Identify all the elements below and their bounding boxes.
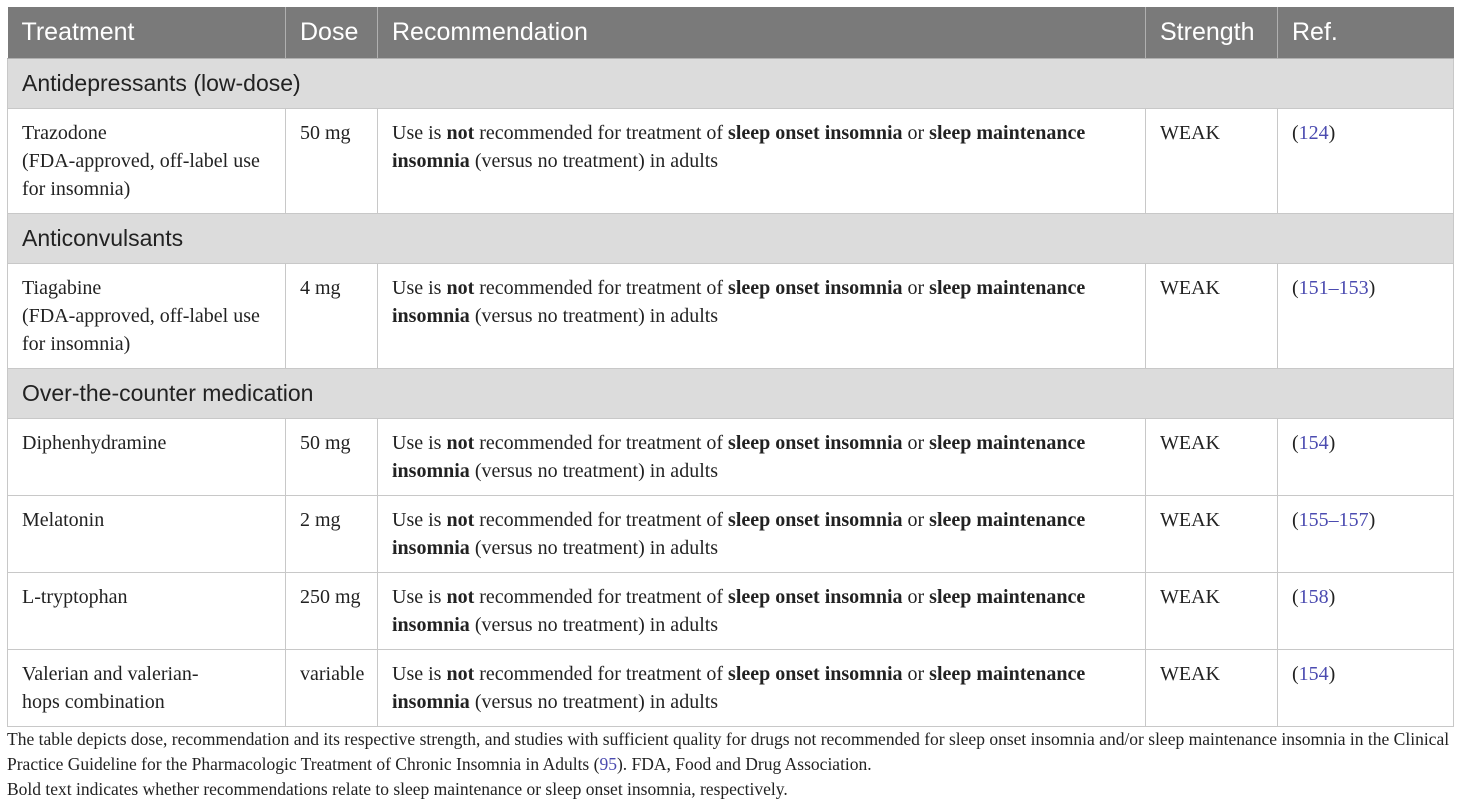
recommendation-cell [378,573,1146,650]
rec-text: recommended for treatment of [474,277,729,299]
ref-link[interactable]: 154 [1298,663,1329,685]
ref-open-paren: ( [1292,122,1299,144]
treatment-line: (FDA-approved, off-label use [22,305,260,327]
recommendation-cell [378,419,1146,496]
ref-close-paren: ) [1368,509,1376,531]
rec-text: Use is [392,122,447,144]
ref-cell [1278,650,1454,727]
rec-text: Use is [392,432,447,454]
rec-not: not [446,586,475,608]
table-row [8,650,1454,727]
section-row [8,214,1454,264]
ref-link[interactable]: 158 [1298,586,1329,608]
rec-text: (versus no treatment) in adults [469,460,719,482]
dose-cell: 50 mg [286,109,378,214]
rec-maintenance: sleep maintenance insomnia [392,663,1086,713]
ref-open-paren: ( [1292,432,1299,454]
section-row [8,59,1454,109]
header-recommendation: Recommendation [378,7,1146,59]
rec-text: or [902,432,930,454]
dose-cell: 4 mg [286,264,378,369]
footnote-line-1 [7,727,1453,777]
rec-text: or [902,277,930,299]
ref-link[interactable]: 155–157 [1298,509,1369,531]
ref-cell [1278,573,1454,650]
treatment-line: (FDA-approved, off-label use [22,150,260,172]
footnote-line-2: Bold text indicates whether recommendations relate to sleep maintenance or sleep onset insomnia, respectively. [7,779,788,799]
treatment-cell [8,573,286,650]
rec-maintenance: sleep maintenance insomnia [392,122,1086,172]
treatment-cell [8,109,286,214]
rec-text: or [902,663,930,685]
rec-text: (versus no treatment) in adults [469,691,719,713]
treatment-line: for insomnia) [22,178,131,200]
table-row [8,109,1454,214]
ref-link[interactable]: 151–153 [1298,277,1369,299]
table-footnote [7,727,1453,802]
section-title: Anticonvulsants [8,214,1454,264]
rec-not: not [446,122,475,144]
recommendations-table [7,7,1454,727]
strength-cell: WEAK [1146,419,1278,496]
ref-open-paren: ( [1292,586,1299,608]
treatment-line: Melatonin [22,509,105,531]
ref-open-paren: ( [1292,509,1299,531]
ref-close-paren: ) [1328,663,1336,685]
strength-cell: WEAK [1146,109,1278,214]
rec-maintenance: sleep maintenance insomnia [392,586,1086,636]
rec-text: or [902,509,930,531]
header-dose: Dose [286,7,378,59]
rec-text: recommended for treatment of [474,432,729,454]
strength-cell: WEAK [1146,264,1278,369]
table-row [8,496,1454,573]
ref-cell [1278,419,1454,496]
ref-close-paren: ) [1368,277,1376,299]
treatment-line: L-tryptophan [22,586,128,608]
rec-onset: sleep onset insomnia [728,277,903,299]
rec-text: (versus no treatment) in adults [469,614,719,636]
rec-text: recommended for treatment of [474,122,729,144]
rec-text: Use is [392,586,447,608]
rec-onset: sleep onset insomnia [728,663,903,685]
treatment-line: Tiagabine [22,277,102,299]
rec-text: or [902,586,930,608]
ref-open-paren: ( [1292,663,1299,685]
ref-close-paren: ) [1328,122,1336,144]
strength-cell: WEAK [1146,650,1278,727]
treatment-cell [8,650,286,727]
treatment-line: for insomnia) [22,333,131,355]
footnote-text-end: ). FDA, Food and Drug Association. [616,754,872,774]
rec-maintenance: sleep maintenance insomnia [392,277,1086,327]
recommendation-cell [378,109,1146,214]
table-body [8,59,1454,727]
strength-cell: WEAK [1146,573,1278,650]
rec-text: Use is [392,509,447,531]
treatment-cell [8,264,286,369]
ref-cell [1278,109,1454,214]
section-title: Antidepressants (low-dose) [8,59,1454,109]
treatment-line: Trazodone [22,122,107,144]
rec-text: recommended for treatment of [474,586,729,608]
rec-maintenance: sleep maintenance insomnia [392,432,1086,482]
rec-onset: sleep onset insomnia [728,432,903,454]
rec-text: or [902,122,930,144]
rec-onset: sleep onset insomnia [728,509,903,531]
strength-cell: WEAK [1146,496,1278,573]
treatment-line: hops combination [22,691,165,713]
ref-close-paren: ) [1328,432,1336,454]
header-strength: Strength [1146,7,1278,59]
dose-cell: 2 mg [286,496,378,573]
footnote-text: The table depicts dose, recommendation and its respective strength, and studies with sufficient quality for drugs not recommended for sleep onset insomnia and/or sleep maintenance insomnia in the Clinical Practice Guideline for the Pharmacologic Treatment of Chronic Insomnia in Adults ( [7,729,1450,774]
rec-not: not [446,663,475,685]
rec-text: (versus no treatment) in adults [469,150,719,172]
dose-cell: 250 mg [286,573,378,650]
section-row [8,369,1454,419]
table-row [8,264,1454,369]
ref-close-paren: ) [1328,586,1336,608]
rec-not: not [446,432,475,454]
rec-text: (versus no treatment) in adults [469,305,719,327]
treatment-cell [8,419,286,496]
dose-cell: 50 mg [286,419,378,496]
recommendation-cell [378,264,1146,369]
rec-text: Use is [392,277,447,299]
dose-cell: variable [286,650,378,727]
recommendation-cell [378,650,1146,727]
ref-link[interactable]: 154 [1298,432,1329,454]
treatment-line: Valerian and valerian- [22,663,199,685]
rec-not: not [446,509,475,531]
ref-open-paren: ( [1292,277,1299,299]
ref-link[interactable]: 124 [1298,122,1329,144]
rec-text: recommended for treatment of [474,663,729,685]
rec-onset: sleep onset insomnia [728,122,903,144]
ref-cell [1278,496,1454,573]
header-ref: Ref. [1278,7,1454,59]
table-row [8,573,1454,650]
treatment-line: Diphenhydramine [22,432,167,454]
rec-maintenance: sleep maintenance insomnia [392,509,1086,559]
rec-text: Use is [392,663,447,685]
rec-onset: sleep onset insomnia [728,586,903,608]
rec-text: (versus no treatment) in adults [469,537,719,559]
rec-not: not [446,277,475,299]
header-row [8,7,1454,59]
table-row [8,419,1454,496]
footnote-ref-link[interactable]: 95 [599,754,617,774]
recommendation-cell [378,496,1146,573]
section-title: Over-the-counter medication [8,369,1454,419]
header-treatment: Treatment [8,7,286,59]
treatment-cell [8,496,286,573]
rec-text: recommended for treatment of [474,509,729,531]
ref-cell [1278,264,1454,369]
